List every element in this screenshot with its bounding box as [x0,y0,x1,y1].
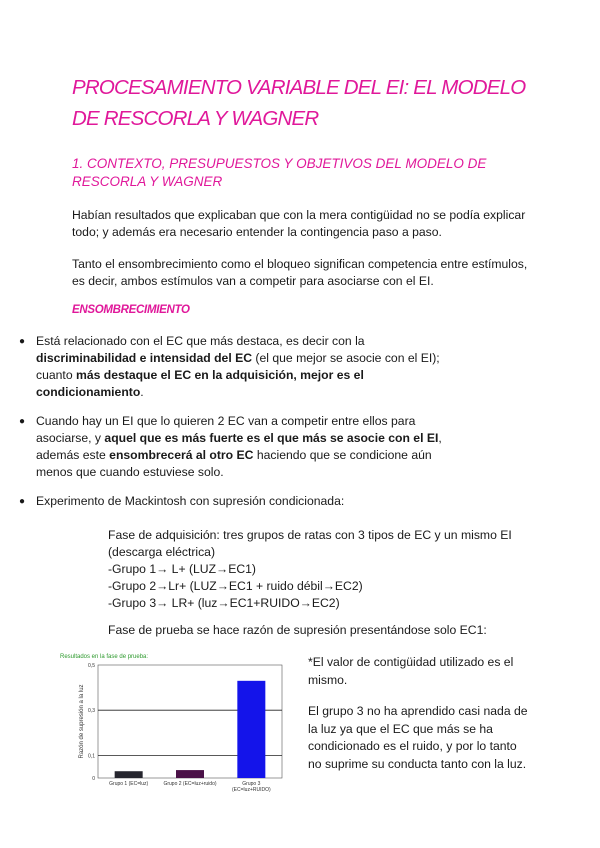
bullet-text: (el que mejor se asocie con el EI); cuanto [36,351,440,382]
x-tick-label: Grupo 3 [242,781,261,787]
bullet-text: Cuando hay un EI que lo quieren 2 EC van a competir entre ellos para asociarse, y [36,414,416,445]
fase-adquisicion [108,527,528,612]
x-tick-label: Grupo 1 (EC=luz) [109,781,149,787]
note-contiguidad: *El valor de contigüidad utilizado es el mismo. [308,655,514,687]
paragraph-1: Habían resultados que explicaban que con la mera contigüidad no se podía explicar todo; y además era necesario entender la contingencia paso a paso. [72,208,526,239]
results-chart [56,650,294,820]
y-tick-label: 0,3 [88,708,95,715]
y-tick-label: 0 [92,776,95,782]
bullet-bold: más destaque el EC en la adquisición, mejor es el condicionamiento [36,368,364,399]
grupo-3-line: -Grupo 3→ LR+ (luz→EC1+RUIDO→EC2) [108,596,340,610]
bar-chart-svg [56,650,294,820]
x-tick-label: (EC=luz+RUIDO) [232,787,271,793]
note-grupo3: El grupo 3 no ha aprendido casi nada de la luz ya que el EC que más se ha condicionado es el ruido, y por lo tanto no suprime su conducta tanto con la luz. [308,704,528,771]
bullet-text: . [140,385,144,399]
bullet-text: Experimento de Mackintosh con supresión condicionada: [36,494,345,508]
bullet-bold: ensombrecerá al otro EC [109,448,254,462]
bar-3 [237,681,265,778]
bullet-text: haciendo que se condicione aún menos que cuando estuviese solo. [36,448,432,479]
y-tick-label: 0,1 [88,753,95,760]
bullet-dot-icon: ● [19,496,26,507]
bullet-dot-icon: ● [19,336,26,347]
grupo-2-line: -Grupo 2→Lr+ (LUZ→EC1 + ruido débil→EC2) [108,579,363,593]
bullet-item-1 [19,333,448,401]
grupo-1-line: -Grupo 1→ L+ (LUZ→EC1) [108,562,256,576]
bullet-bold: aquel que es más fuerte es el que más se asocie con el EI [104,431,439,445]
section-heading: 1. CONTEXTO, PRESUPUESTOS Y OBJETIVOS DEL MODELO DE RESCORLA Y WAGNER [72,156,487,189]
fase-intro: Fase de adquisición: tres grupos de ratas con 3 tipos de EC y un mismo EI (descarga eléctrica) [108,528,512,559]
bar-1 [115,771,143,778]
bullet-item-2 [19,413,448,481]
bullet-dot-icon: ● [19,416,26,427]
chart-title: Resultados en la fase de prueba: [60,654,149,660]
bar-2 [176,770,204,778]
subheading-ensombrecimiento: ENSOMBRECIMIENTO [72,304,190,316]
bullet-bold: discriminabilidad e intensidad del EC [36,351,253,365]
fase-prueba: Fase de prueba se hace razón de supresión presentándose solo EC1: [108,623,487,637]
y-tick-label: 0,5 [88,663,95,669]
bullet-text: , además este [36,431,442,462]
paragraph-2: Tanto el ensombrecimiento como el bloqueo significan competencia entre estímulos, es decir, ambos estímulos van a competir para asociarse con el EI. [72,257,528,288]
bullet-text: Está relacionado con el EC que más destaca, es decir con la [36,334,365,348]
y-axis-label: Razón de supresión a la luz [79,684,85,759]
bullet-item-3 [19,493,448,510]
x-tick-label: Grupo 2 (EC=luz+ruido) [163,781,217,787]
page-title: PROCESAMIENTO VARIABLE DEL EI: EL MODELO DE RESCORLA Y WAGNER [72,76,526,130]
